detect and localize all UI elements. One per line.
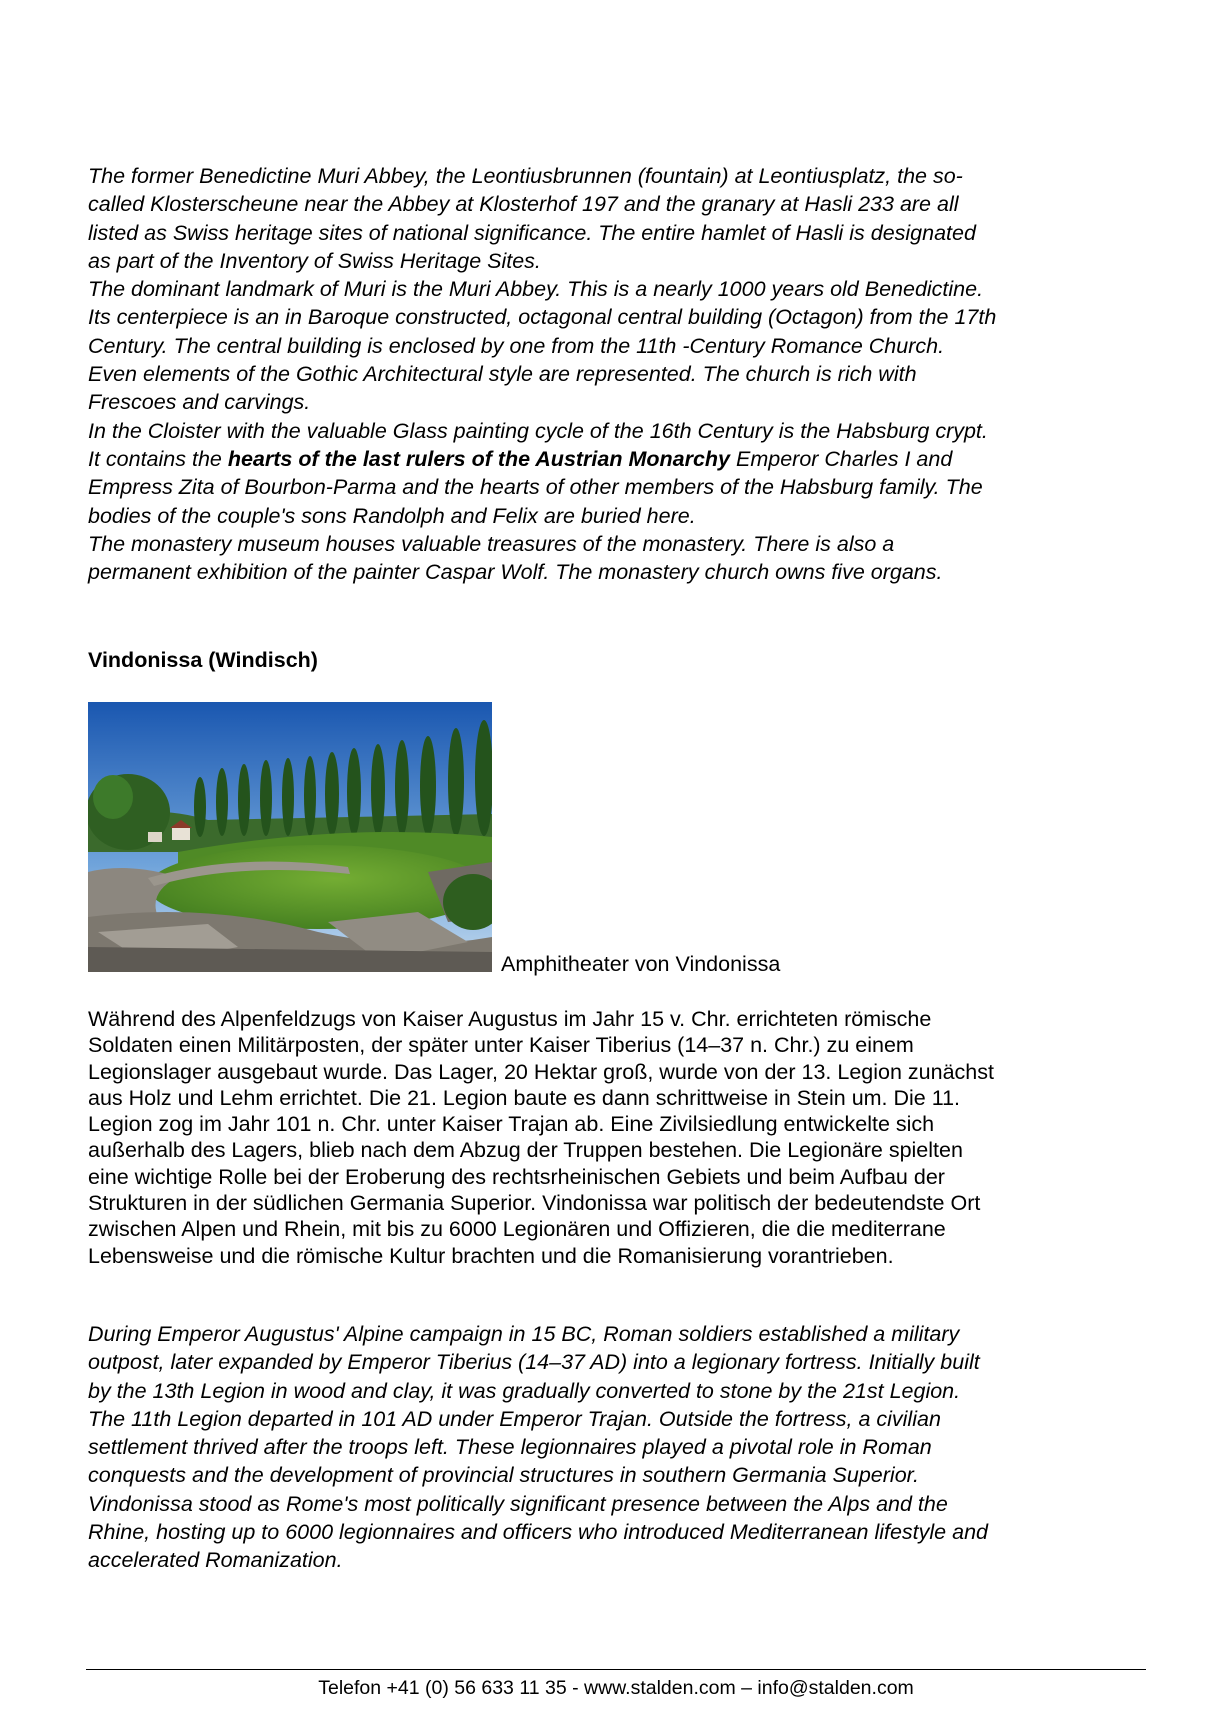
text-fragment: Emperor Charles I and (730, 446, 953, 471)
text-line: Während des Alpenfeldzugs von Kaiser Augustus im Jahr 15 v. Chr. errichteten römische (88, 1007, 932, 1031)
text-line: Empress Zita of Bourbon-Parma and the hearts of other members of the Habsburg family. The (88, 475, 983, 500)
vindonissa-german-text (88, 1006, 1148, 1269)
text-line: permanent exhibition of the painter Caspar Wolf. The monastery church owns five organs. (88, 560, 943, 585)
text-line: Even elements of the Gothic Architectural style are represented. The church is rich with (88, 362, 917, 387)
text-line: settlement thrived after the troops left. These legionnaires played a pivotal role in Roman (88, 1435, 932, 1460)
text-line: In the Cloister with the valuable Glass painting cycle of the 16th Century is the Habsburg crypt. (88, 418, 988, 443)
footer-contact: Telefon +41 (0) 56 633 11 35 - www.stalden.com – info@stalden.com (318, 1677, 914, 1699)
text-line: Its centerpiece is an in Baroque constructed, octagonal central building (Octagon) from the 17th (88, 305, 997, 330)
section-heading-vindonissa: Vindonissa (Windisch) (88, 648, 318, 672)
text-line: Legionslager ausgebaut wurde. Das Lager, 20 Hektar groß, wurde von der 13. Legion zunächst (88, 1059, 994, 1084)
text-fragment: It contains the (88, 446, 228, 471)
text-line: Century. The central building is enclosed by one from the 11th -Century Romance Church. (88, 333, 945, 358)
text-line: outpost, later expanded by Emperor Tiberius (14–37 AD) into a legionary fortress. Initially built (88, 1350, 980, 1375)
footer-divider (86, 1669, 1146, 1670)
text-line: listed as Swiss heritage sites of national significance. The entire hamlet of Hasli is designated (88, 220, 976, 245)
text-line: aus Holz und Lehm errichtet. Die 21. Legion baute es dann schrittweise in Stein um. Die 11. (88, 1085, 961, 1110)
text-line: The dominant landmark of Muri is the Muri Abbey. This is a nearly 1000 years old Benedictine. (88, 277, 984, 302)
text-line: conquests and the development of provincial structures in southern Germania Superior. (88, 1463, 919, 1488)
text-line: Vindonissa stood as Rome's most politically significant presence between the Alps and the (88, 1491, 948, 1516)
amphitheater-photo (88, 702, 492, 972)
amphitheater-illustration (88, 702, 492, 972)
text-line: bodies of the couple's sons Randolph and Felix are buried here. (88, 503, 696, 528)
text-line: called Klosterscheune near the Abbey at Klosterhof 197 and the granary at Hasli 233 are all (88, 192, 959, 217)
text-line: The 11th Legion departed in 101 AD under Emperor Trajan. Outside the fortress, a civilian (88, 1406, 941, 1431)
text-line: Soldaten einen Militärposten, der später unter Kaiser Tiberius (14–37 n. Chr.) zu einem (88, 1033, 914, 1058)
text-line: Strukturen in der südlichen Germania Superior. Vindonissa war politisch der bedeutendste Ort (88, 1191, 981, 1216)
text-line: Lebensweise und die römische Kultur brachten und die Romanisierung vorantrieben. (88, 1243, 894, 1268)
vindonissa-english-text (88, 1320, 1148, 1575)
text-line: accelerated Romanization. (88, 1548, 343, 1573)
text-line: The monastery museum houses valuable treasures of the monastery. There is also a (88, 531, 895, 556)
text-line: eine wichtige Rolle bei der Eroberung des rechtsrheinischen Gebiets und beim Aufbau der (88, 1164, 945, 1189)
text-line: The former Benedictine Muri Abbey, the Leontiusbrunnen (fountain) at Leontiusplatz, the so- (88, 164, 963, 188)
text-line: as part of the Inventory of Swiss Heritage Sites. (88, 248, 541, 273)
muri-abbey-text (88, 162, 1148, 586)
text-line: zwischen Alpen und Rhein, mit bis zu 6000 Legionären und Offizieren, die die mediterrane (88, 1217, 946, 1242)
photo-caption: Amphitheater von Vindonissa (501, 952, 781, 976)
text-line: Rhine, hosting up to 6000 legionnaires and officers who introduced Mediterranean lifestyle and (88, 1520, 988, 1545)
tree (93, 775, 133, 819)
text-line: außerhalb des Lagers, blieb nach dem Abzug der Truppen bestehen. Die Legionäre spielten (88, 1138, 963, 1163)
emphasis-hearts-of-rulers: hearts of the last rulers of the Austrian Monarchy (227, 446, 731, 471)
text-line: During Emperor Augustus' Alpine campaign in 15 BC, Roman soldiers established a military (88, 1322, 960, 1346)
text-line: Legion zog im Jahr 101 n. Chr. unter Kaiser Trajan ab. Eine Zivilsiedlung entwickelte sich (88, 1112, 935, 1137)
text-line: by the 13th Legion in wood and clay, it was gradually converted to stone by the 21st Legion. (88, 1378, 961, 1403)
text-line: Frescoes and carvings. (88, 390, 311, 415)
text-line-with-emphasis (88, 445, 1148, 473)
